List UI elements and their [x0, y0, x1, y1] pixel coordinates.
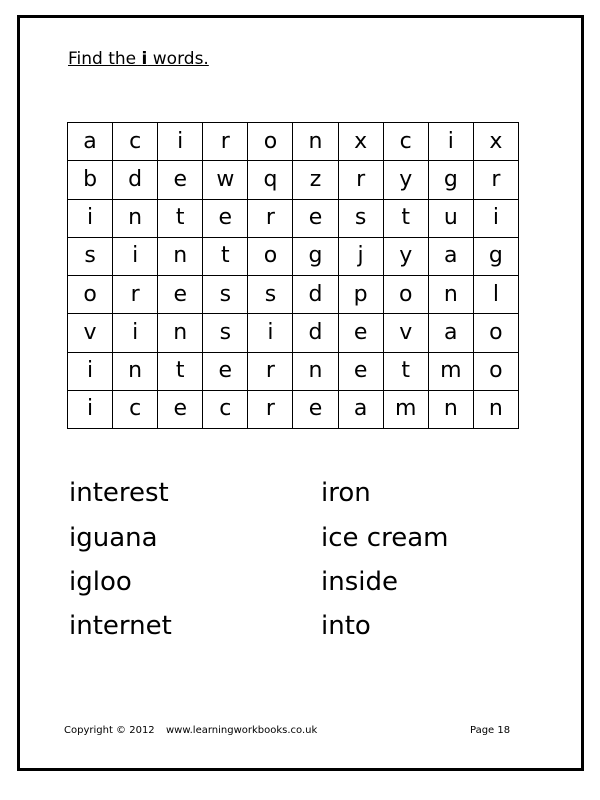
grid-cell: n: [293, 352, 338, 390]
grid-cell: c: [113, 390, 158, 428]
grid-cell: m: [383, 390, 428, 428]
website-link[interactable]: www.learningworkbooks.co.uk: [166, 725, 318, 736]
grid-cell: d: [113, 161, 158, 199]
grid-cell: n: [158, 237, 203, 275]
grid-cell: e: [158, 390, 203, 428]
grid-cell: c: [113, 123, 158, 161]
grid-cell: z: [293, 161, 338, 199]
grid-cell: r: [248, 390, 293, 428]
grid-cell: s: [203, 276, 248, 314]
word-left-3: igloo: [69, 567, 132, 597]
grid-cell: u: [428, 199, 473, 237]
grid-cell: g: [428, 161, 473, 199]
grid-cell: o: [473, 314, 518, 352]
grid-cell: v: [383, 314, 428, 352]
grid-row: [68, 161, 519, 199]
grid-cell: i: [428, 123, 473, 161]
grid-cell: l: [473, 276, 518, 314]
grid-row: [68, 199, 519, 237]
grid-cell: c: [203, 390, 248, 428]
grid-cell: v: [68, 314, 113, 352]
grid-cell: a: [428, 314, 473, 352]
grid-cell: y: [383, 161, 428, 199]
grid-cell: r: [248, 352, 293, 390]
grid-cell: n: [293, 123, 338, 161]
grid-cell: i: [68, 352, 113, 390]
word-right-4: into: [321, 611, 371, 641]
grid-cell: o: [248, 237, 293, 275]
instruction-highlight-letter: i: [141, 49, 148, 69]
grid-row: [68, 352, 519, 390]
grid-cell: e: [158, 161, 203, 199]
grid-cell: i: [113, 237, 158, 275]
grid-cell: e: [338, 314, 383, 352]
grid-cell: n: [113, 352, 158, 390]
instruction-text-end: words.: [147, 49, 209, 69]
grid-cell: t: [158, 199, 203, 237]
grid-cell: g: [293, 237, 338, 275]
grid-cell: n: [158, 314, 203, 352]
word-search-grid: [67, 122, 519, 429]
word-left-4: internet: [69, 611, 172, 641]
page-number: Page 18: [470, 725, 511, 736]
grid-cell: i: [158, 123, 203, 161]
grid-row: [68, 237, 519, 275]
word-left-2: iguana: [69, 523, 158, 553]
grid-cell: d: [293, 314, 338, 352]
grid-cell: o: [68, 276, 113, 314]
grid-cell: t: [383, 352, 428, 390]
grid-row: [68, 314, 519, 352]
grid-cell: n: [428, 276, 473, 314]
grid-cell: b: [68, 161, 113, 199]
grid-cell: o: [248, 123, 293, 161]
grid-cell: i: [473, 199, 518, 237]
word-right-2: ice cream: [321, 523, 449, 553]
grid-cell: n: [428, 390, 473, 428]
grid-cell: r: [203, 123, 248, 161]
grid-cell: w: [203, 161, 248, 199]
grid-cell: a: [428, 237, 473, 275]
grid-cell: x: [338, 123, 383, 161]
grid-cell: c: [383, 123, 428, 161]
word-left-1: interest: [69, 478, 169, 508]
grid-cell: o: [383, 276, 428, 314]
grid-cell: i: [68, 390, 113, 428]
grid-cell: a: [68, 123, 113, 161]
grid-cell: t: [383, 199, 428, 237]
grid-cell: n: [473, 390, 518, 428]
grid-cell: j: [338, 237, 383, 275]
grid-cell: r: [338, 161, 383, 199]
grid-row: [68, 276, 519, 314]
grid-cell: r: [473, 161, 518, 199]
copyright-text: Copyright © 2012: [64, 725, 155, 736]
grid-cell: i: [113, 314, 158, 352]
grid-cell: t: [203, 237, 248, 275]
grid-cell: r: [248, 199, 293, 237]
grid-cell: y: [383, 237, 428, 275]
grid-row: [68, 390, 519, 428]
grid-cell: p: [338, 276, 383, 314]
grid-cell: e: [293, 390, 338, 428]
grid-cell: q: [248, 161, 293, 199]
grid-cell: o: [473, 352, 518, 390]
grid-cell: s: [338, 199, 383, 237]
grid-cell: a: [338, 390, 383, 428]
grid-row: [68, 123, 519, 161]
grid-cell: e: [203, 352, 248, 390]
grid-cell: d: [293, 276, 338, 314]
instruction-text-start: Find the: [68, 49, 142, 69]
word-right-1: iron: [321, 478, 371, 508]
grid-cell: i: [248, 314, 293, 352]
grid-cell: s: [248, 276, 293, 314]
grid-cell: i: [68, 199, 113, 237]
grid-cell: e: [293, 199, 338, 237]
grid-cell: x: [473, 123, 518, 161]
grid-cell: n: [113, 199, 158, 237]
grid-cell: e: [203, 199, 248, 237]
grid-cell: m: [428, 352, 473, 390]
word-right-3: inside: [321, 567, 398, 597]
grid-cell: s: [203, 314, 248, 352]
grid-cell: r: [113, 276, 158, 314]
grid-cell: s: [68, 237, 113, 275]
instruction-heading: [68, 49, 209, 69]
grid-cell: t: [158, 352, 203, 390]
grid-cell: e: [338, 352, 383, 390]
grid-cell: g: [473, 237, 518, 275]
grid-cell: e: [158, 276, 203, 314]
